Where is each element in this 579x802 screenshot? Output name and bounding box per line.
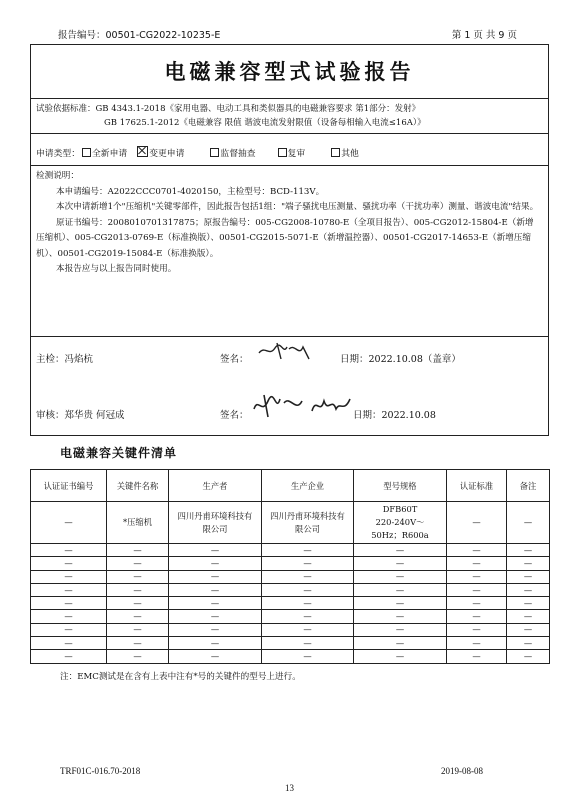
col-cert: 认证证书编号 <box>31 470 107 502</box>
sign-label: 签名： <box>220 354 249 365</box>
checkbox-empty-icon <box>331 148 340 157</box>
form-number: TRF01C-016.70-2018 <box>60 766 141 776</box>
col-remark: 备注 <box>507 470 550 502</box>
table-row: — — — — — — — <box>31 557 550 570</box>
checkbox-empty-icon <box>82 148 91 157</box>
table-row: — — — — — — — <box>31 637 550 650</box>
notes-paragraph: 原证书编号：2008010701317875；原报告编号：005-CG2008-10780-E（全项目报告）、005-CG2012-15804-E（新增压缩机）、005-CG2013-0769-E（标准换版）、00501-CG2015-5071-E（新增温控器）、00501-CG2017-14653-E（新增压缩机）、00501-CG2019-15084-E（标准换版）。 <box>36 217 534 259</box>
sign-label: 签名： <box>220 410 249 421</box>
table-row: — *压缩机 四川丹甫环境科技有限公司 四川丹甫环境科技有限公司 DFB60T 220-240V～ 50Hz；R600a — — <box>31 502 550 544</box>
report-number: 报告编号：00501-CG2022-10235-E <box>58 30 221 41</box>
review-date: 日期：2022.10.08 <box>353 410 436 421</box>
page-number: 13 <box>285 783 294 793</box>
table-row: — — — — — — — <box>31 597 550 610</box>
test-notes <box>36 169 540 278</box>
option-review[interactable]: 复审 <box>278 146 306 159</box>
handwritten-signature-review <box>250 391 360 421</box>
option-new[interactable]: 全新申请 <box>82 146 127 159</box>
col-producer: 生产者 <box>169 470 262 502</box>
table-row: — — — — — — — <box>31 544 550 557</box>
main-inspector: 主检：冯焰杭 <box>36 354 94 365</box>
table-row: — — — — — — — <box>31 610 550 623</box>
form-date: 2019-08-08 <box>441 766 483 776</box>
report-title: 电磁兼容型式试验报告 <box>31 45 548 99</box>
divider <box>31 133 548 134</box>
checkbox-empty-icon <box>210 148 219 157</box>
key-components-title: 电磁兼容关键件清单 <box>60 446 178 460</box>
checkbox-checked-icon <box>137 146 148 157</box>
col-manufacturer: 生产企业 <box>262 470 354 502</box>
option-change[interactable]: 变更申请 <box>137 146 184 159</box>
divider <box>31 165 548 166</box>
handwritten-signature-main <box>255 339 315 365</box>
notes-paragraph: 本报告应与以上报告同时使用。 <box>56 264 177 274</box>
checkbox-empty-icon <box>278 148 287 157</box>
report-frame <box>30 44 549 436</box>
reviewer: 审核：郑华贵 何冠成 <box>36 410 125 421</box>
table-row: — — — — — — — <box>31 650 550 663</box>
application-type <box>36 146 544 159</box>
application-type-label: 申请类型： <box>36 149 80 159</box>
divider <box>31 336 548 337</box>
basis-line-1: 试验依据标准：GB 4343.1-2018《家用电器、电动工具和类似器具的电磁兼容要求 第1部分：发射》 <box>36 104 421 114</box>
table-row: — — — — — — — <box>31 623 550 636</box>
col-model: 型号规格 <box>354 470 447 502</box>
col-name: 关键件名称 <box>107 470 169 502</box>
col-standard: 认证标准 <box>447 470 507 502</box>
page-indicator: 第 1 页 共 9 页 <box>451 30 517 41</box>
main-date: 日期：2022.10.08（盖章） <box>340 354 461 365</box>
key-components-table <box>30 469 550 664</box>
table-row: — — — — — — — <box>31 570 550 583</box>
option-supervision[interactable]: 监督抽查 <box>210 146 255 159</box>
notes-heading: 检测说明： <box>36 171 79 181</box>
option-other[interactable]: 其他 <box>331 146 359 159</box>
notes-paragraph: 本次申请新增1个"压缩机"关键零部件，因此报告包括1组："端子骚扰电压测量、骚扰功率（干扰功率）测量、谐波电流"结果。 <box>56 202 539 212</box>
notes-paragraph: 本申请编号：A2022CCC0701-4020150，主检型号：BCD-113V。 <box>56 186 325 197</box>
test-basis <box>36 102 544 130</box>
basis-line-2: GB 17625.1-2012《电磁兼容 限值 谐波电流发射限值（设备每相输入电流≤16A）》 <box>104 118 426 128</box>
table-header-row <box>31 470 550 502</box>
table-row: — — — — — — — <box>31 583 550 596</box>
footnote: 注：EMC测试是在含有上表中注有*号的关键件的型号上进行。 <box>60 672 301 682</box>
